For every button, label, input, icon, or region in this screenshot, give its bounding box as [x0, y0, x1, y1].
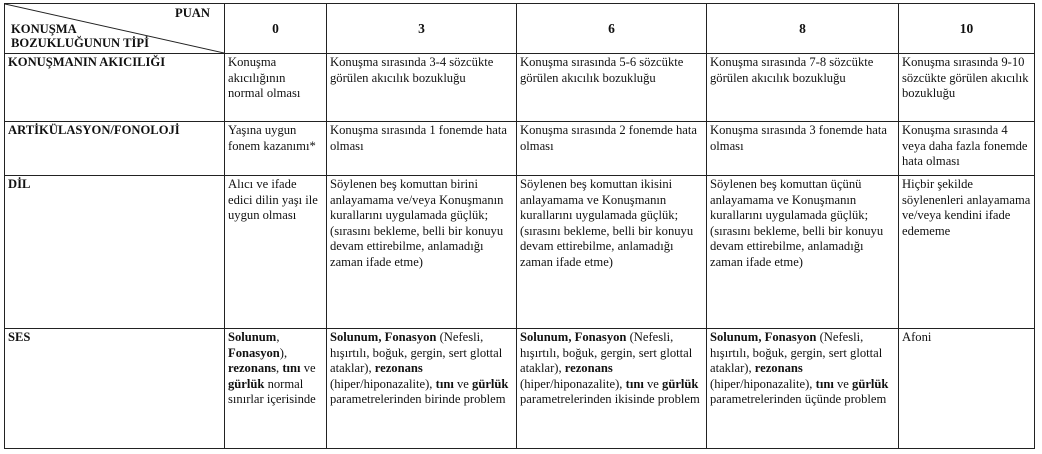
row-label: ARTİKÜLASYON/FONOLOJİ	[5, 122, 225, 176]
row-label: KONUŞMANIN AKICILIĞI	[5, 54, 225, 122]
table-row-language	[5, 176, 1035, 329]
table-cell: Yaşına uygun fonem kazanımı*	[225, 122, 327, 176]
table-cell: Afoni	[899, 329, 1035, 449]
table-cell: Söylenen beş komuttan üçünü anlayamama ve Konuşmanın kurallarını uygulamada güçlük; (sırasını bekleme, belli bir konuyu devam ettirebilme, anlamadığı zaman ifade etme)	[707, 176, 899, 329]
table-cell: Solunum, Fonasyon (Nefesli, hışırtılı, boğuk, gergin, sert glottal ataklar), rezonans (hiper/hiponazalite), tını ve gürlük parametrelerinden üçünde problem	[707, 329, 899, 449]
table-row-articulation	[5, 122, 1035, 176]
table-cell: Alıcı ve ifade edici dilin yaşı ile uygun olması	[225, 176, 327, 329]
table-cell: Konuşma sırasında 7-8 sözcükte görülen akıcılık bozukluğu	[707, 54, 899, 122]
table-row-fluency	[5, 54, 1035, 122]
table-cell: Konuşma sırasında 9-10 sözcükte görülen akıcılık bozukluğu	[899, 54, 1035, 122]
score-header-6: 6	[517, 4, 707, 54]
table-cell: Konuşma sırasında 2 fonemde hata olması	[517, 122, 707, 176]
score-header-8: 8	[707, 4, 899, 54]
table-cell: Konuşma sırasında 3-4 sözcükte görülen akıcılık bozukluğu	[327, 54, 517, 122]
table-cell: Konuşma sırasında 3 fonemde hata olması	[707, 122, 899, 176]
table-cell: Hiçbir şekilde söylenenleri anlayamama ve/veya kendini ifade edememe	[899, 176, 1035, 329]
table-cell: Konuşma akıcılığının normal olması	[225, 54, 327, 122]
disorder-type-label: KONUŞMA BOZUKLUĞUNUN TİPİ	[11, 22, 149, 50]
table-cell: Söylenen beş komuttan birini anlayamama ve/veya Konuşmanın kurallarını uygulamada güçlük; (sırasını bekleme, belli bir konuyu devam ettirebilme, anlamadığı zaman ifade etme)	[327, 176, 517, 329]
score-header-0: 0	[225, 4, 327, 54]
table-cell: Konuşma sırasında 4 veya daha fazla fonemde hata olması	[899, 122, 1035, 176]
speech-disorder-scoring-table	[4, 3, 1035, 449]
header-row	[5, 4, 1035, 54]
puan-label: PUAN	[175, 6, 210, 20]
table-cell: Konuşma sırasında 5-6 sözcükte görülen akıcılık bozukluğu	[517, 54, 707, 122]
table-row-voice	[5, 329, 1035, 449]
score-header-10: 10	[899, 4, 1035, 54]
row-label: SES	[5, 329, 225, 449]
table-cell: Solunum, Fonasyon (Nefesli, hışırtılı, boğuk, gergin, sert glottal ataklar), rezonans (hiper/hiponazalite), tını ve gürlük parametrelerinden birinde problem	[327, 329, 517, 449]
header-corner-cell	[5, 4, 225, 54]
row-label: DİL	[5, 176, 225, 329]
table-cell: Solunum, Fonasyon), rezonans, tını ve gürlük normal sınırlar içerisinde	[225, 329, 327, 449]
table-cell: Söylenen beş komuttan ikisini anlayamama ve Konuşmanın kurallarını uygulamada güçlük; (sırasını bekleme, belli bir konuyu devam ettirebilme, anlamadığı zaman ifade etme)	[517, 176, 707, 329]
score-header-3: 3	[327, 4, 517, 54]
table-cell: Konuşma sırasında 1 fonemde hata olması	[327, 122, 517, 176]
table-cell: Solunum, Fonasyon (Nefesli, hışırtılı, boğuk, gergin, sert glottal ataklar), rezonans (hiper/hiponazalite), tını ve gürlük parametrelerinden ikisinde problem	[517, 329, 707, 449]
